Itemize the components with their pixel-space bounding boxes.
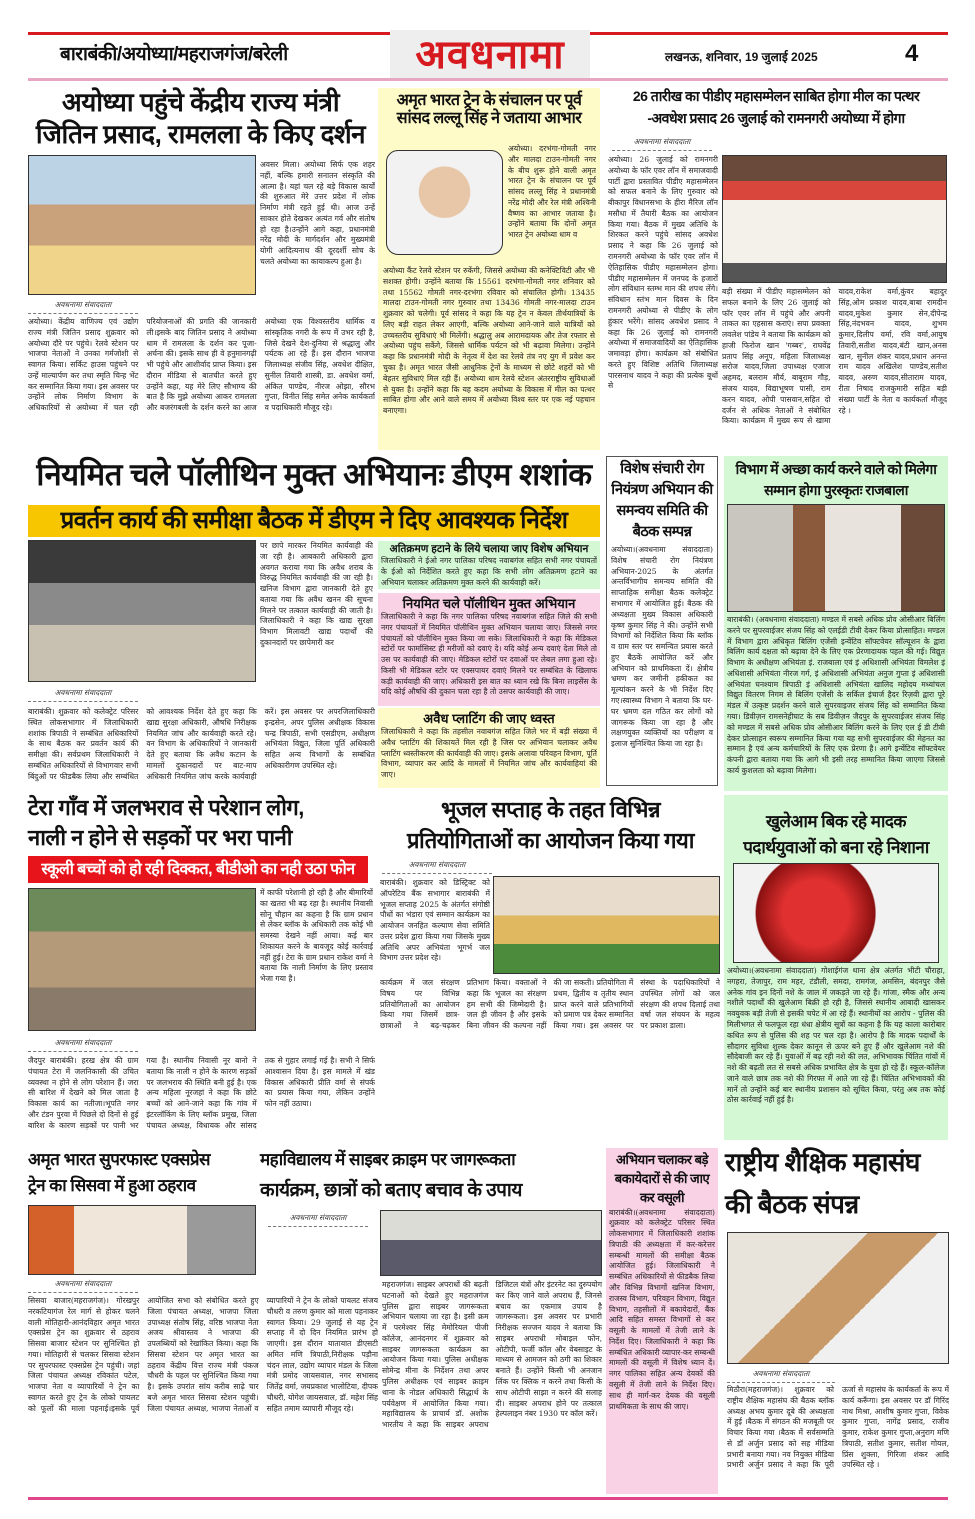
a3-headline-2: -अवधेश प्रसाद 26 जुलाई को रामनगरी अयोध्या में होगा bbox=[647, 110, 905, 126]
a2-body: अयोध्या कैंट रेलवे स्टेशन पर रुकेंगी, जिससे अयोध्या की कनेक्टिविटी और भी सशक्त होगी। उन्होंने बताया कि 15561 दरभंगा-गोमती नगर शनिवार को तथा 15562 गोमती नगर-दरभंगा रविवार को संचालित होगी। 13435 मालदा टाउन-गोमती नगर गुरुवार तथा 13436 गोमती नगर-मालदा टाउन शुक्रवार को चलेगी। पूर्व सांसद ने कहा कि यह ट्रेन न केवल तीर्थयात्रियों के लिए बड़ी राहत लेकर आएगी, बल्कि अयोध्या आने-जाने वाले यात्रियों को उच्चस्तरीय सुविधाएं भी मिलेंगी। श्रद्धालु अब आरामदायक और तेज रफ्तार से अयोध्या पहुंच सकेंगे, जिससे धार्मिक पर्यटन को भी बढ़ावा मिलेगा। उन्होंने कहा कि प्रधानमंत्री मोदी के नेतृत्व में देश का रेलवे तंत्र नए युग में प्रवेश कर चुका है। अमृत भारत जैसी आधुनिक ट्रेनों के माध्यम से छोटे शहरों को भी बेहतर सुविधाएं मिल रही हैं। अयोध्या धाम रेलवे स्टेशन अंतरराष्ट्रीय सुविधाओं से युक्त है। उन्होंने कहा कि यह कदम अयोध्या के विकास में मील का पत्थर साबित होगा और आने वाले समय में अयोध्या विश्व स्तर पर एक नई पहचान बनाएगा। bbox=[383, 266, 595, 416]
a9-headline-2: पदार्थयुवाओं को बना रहे निशाना bbox=[743, 837, 929, 857]
section-title: बाराबंकी/अयोध्या/महराजगंज/बरेली bbox=[60, 44, 288, 65]
a11-headline-2: कार्यक्रम, छात्रों को बताए बचाव के उपाय bbox=[260, 1180, 522, 1201]
a6-body: बाराबंकी। (अवधनामा संवाददाता) मण्डल में सबसे अधिक प्रोव ओसीआर बिलिंग करने पर सुपरवाईजर संजय सिंह को एलईडी टीवी देकर किया प्रोत्साहित। मण्डल में विभाग द्वारा अधिकृत बिलिंग एजेंसी इन्वेंटिव सॉफ्टवेयर सॉल्यूशन के द्वारा बिलिंग कार्य दक्षता को बढ़ावा देने के लिए एक प्रेरणादायक पहल की गई। विद्युत विभाग के अधीक्षण अभियंता इं. राजबाला एवं इं अधिशासी अभियंता विमलेश इं अधिशासी अभियंता नीरज गर्ग, इं अधिशासी अभियंता अनुज गुप्ता इं अधिशासी अभियंता घनश्याम त्रिपाठी इं अधिशासी अभियंता खालिद महोदय मध्यांचल विद्युत वितरण निगम से बिलिंग एजेंसी के सर्किल इंचार्ज हैदर रिज़वी द्वारा पूरे मंडल में उत्कृष्ट प्रदर्शन करने वाले सुपरवाइजर संजय सिंह को सम्मानित किया गया। डिवीज़न रामसनेहीघाट के सब डिवीज़न जैदपुर के सुपरवाईजर संजय सिंह को मण्डल में सबसे अधिक प्रोव ओसीआर बिलिंग करने के लिए एल ई डी टीवी देकर प्रोत्साहन स्वरूप सम्मानित किया गया यह सभी सुपरवाईजर की मेहनत का सम्मान है एवं अन्य कर्मचारियों के लिए एक प्रेरणा है। आगे इन्वेंटिव सॉफ्टवेयर कंपनी द्वारा बताया गया कि आगे भी इसी तरह सम्मानित किया जाएगा जिससे कार्य कुशलता को बढ़ावा मिलेगा। bbox=[727, 615, 945, 775]
a6-photo bbox=[727, 504, 945, 612]
a7-headline-2: नाली न होने से सड़कों पर भरा पानी bbox=[28, 825, 292, 850]
a4-box3-text: जिलाधिकारी ने कहा कि तहसील नवाबगंज सहित जिले भर में बड़ी संख्या में अवैध प्लाटिंग की शिकायतें मिल रही है जिस पर अभियान चलाकर अवैध प्लाटिंग ध्वस्तीकरण की कार्यवाही की जाए। इसके अलावा परिवहन विभाग, पूर्ति विभाग, व्यापार कर आदि के मामलों में नियमित जांच और कार्यवाहियां की जाए। bbox=[381, 727, 597, 780]
a2-headline: अमृत भारत ट्रेन के संचालन पर पूर्व सांसद लल्लू सिंह ने जताया आभार bbox=[396, 92, 582, 128]
dateline: लखनऊ, शनिवार, 19 जुलाई 2025 bbox=[665, 50, 818, 64]
a13-headline-1: राष्ट्रीय शैक्षिक महासंघ bbox=[725, 1147, 920, 1177]
a7-banner: स्कूली बच्चों को हो रही दिक्कत, बीडीओ का नही उठा फोन bbox=[28, 856, 368, 883]
a4-body: बाराबंकी। शुक्रवार को कलेक्ट्रेट परिसर स्थित लोकसभागार में जिलाधिकारी शशांक त्रिपाठी ने सम्बंधित अधिकारियों के साथ बैठक कर प्रवर्तन कार्य की समीक्षा की। सर्वप्रथम जिलाधिकारी ने सम्बंधित अधिकारियों से विभागवार सभी बिंदुओं पर फीडबैक लिया और सम्बंधित को आवश्यक निर्देश देते हुए कहा कि खाद्य सुरक्षा अधिकारी, औषधि निरीक्षक नियमित जांच और कार्यवाही करते रहे। वन विभाग के अधिकारियों ने जानकारी देते हुए बताया कि अवैध कटान के मामलों दुकानदारों पर बाट-माप अधिकारी नियमित जांच करके कार्यवाही करें। इस अवसर पर अपरजिलाधिकारी इन्द्रसेन, अपर पुलिस अधीक्षक विकास चन्द्र त्रिपाठी, सभी एसडीएम, अधीक्षण अभियंता विद्युत, जिला पूर्ति अधिकारी सहित अन्य विभागों के सम्बंधित अधिकारीगण उपस्थित रहे। bbox=[28, 707, 375, 781]
a9-photo bbox=[733, 863, 939, 963]
a4-box-encroachment bbox=[378, 541, 600, 589]
bottom-rule bbox=[28, 1497, 948, 1500]
a3-side-text: अयोध्या। 26 जुलाई को रामनगरी अयोध्या के फॉर एवर लॉन में समाजवादी पार्टी द्वारा प्रस्तावित पीडीए महासम्मेलन को सफल बनाने के लिए गुरुवार को बीकापुर विधानसभा के हीरा मैरिज लॉन मसौधा में तैयारी बैठक का आयोजन किया गया। बैठक में मुख्य अतिथि के शिरकत करने पहुंचे सांसद अवधेश प्रसाद ने कहा कि 26 जुलाई को रामनगरी अयोध्या के फॉर एवर लॉन में ऐतिहासिक पीडीए महासम्मेलन होगा। पीडीए महासम्मेलन में जनपद के हजारों लोग संविधान स्तम्भ मान की शपथ लेंगे। संविधान स्तंभ मान दिवस के दिन रामनगरी अयोध्या से पीडीए के लोग हुंकार भरेंगे। सांसद अवधेश प्रसाद ने कहा कि 26 जुलाई को रामनगरी अयोध्या में समाजवादियों का ऐतिहासिक जमावड़ा होगा। कार्यक्रम को संबोधित करते हुए विशिष्ट अतिथि जिलाध्यक्ष पारसनाथ यादव ने कहा की प्रत्येक बूथों से bbox=[608, 155, 718, 391]
a7-side-text: में काफी परेशानी हो रही है और बीमारियों का खतरा भी बढ़ रहा है। स्थानीय निवासी सोनू चौहान का कहना है कि ग्राम प्रधान से लेकर ब्लॉक के अधिकारी तक कोई भी समस्या देखने नहीं आया। कई बार शिकायत करने के बावजूद कोई कार्रवाई नहीं हुई। टेरा के ग्राम प्रधान राकेश वर्मा ने बताया कि नाली निर्माण के लिए प्रस्ताव भेजा गया है। bbox=[260, 888, 373, 984]
a1-body: अयोध्या। केंद्रीय वाणिज्य एवं उद्योग राज्य मंत्री जितिन प्रसाद शुक्रवार को अयोध्या दौरे पर पहुंचे। रेलवे स्टेशन पर भाजपा नेताओं ने उनका गर्मजोशी से स्वागत किया। सर्किट हाउस पहुंचने पर उन्हें माल्यार्पण कर तथा स्मृति चिन्ह भेंट कर सम्मानित किया गया। इस अवसर पर उन्होंने लोक निर्माण विभाग के अधिकारियों से अयोध्या में चल रही परियोजनाओं की प्रगति की जानकारी ली।इसके बाद जितिन प्रसाद ने अयोध्या धाम में रामलला के दर्शन कर पूजा-अर्चना की। इसके साथ ही वे हनुमानगढ़ी भी पहुंचे और आशीर्वाद प्राप्त किया। इस दौरान मीडिया से बातचीत करते हुए उन्होंने कहा, यह मेरे लिए सौभाग्य की बात है कि मुझे अयोध्या आकर रामलला और बजरंगबली के दर्शन करने का आज अयोध्या एक विश्वस्तरीय धार्मिक व सांस्कृतिक नगरी के रूप में उभर रही है, जिसे देखने देश-दुनिया से श्रद्धालु और पर्यटक आ रहे हैं। इस दौरान भाजपा जिलाध्यक्ष संजीव सिंह, अवधेश दीक्षित, सुनील तिवारी शास्त्री, डा. अवधेश वर्मा, अंकित पाण्डेय, नीरज ओझा, सौरभ गुप्ता, विनीत सिंह समेत अनेक कार्यकर्ता व पदाधिकारी मौजूद रहे। bbox=[28, 317, 375, 413]
a1-side-text: अवसर मिला। अयोध्या सिर्फ एक शहर नहीं, बल्कि हमारी सनातन संस्कृति की आत्मा है। यहां चल रहे बड़े विकास कार्यों की शुरुआत मेरे उत्तर प्रदेश में लोक निर्माण मंत्री रहते हुई थी। आज उन्हें साकार होते देखकर अत्यंत गर्व और संतोष हो रहा है।उन्होंने आगे कहा, प्रधानमंत्री नरेंद्र मोदी के मार्गदर्शन और मुख्यमंत्री योगी आदित्यनाथ की दूरदर्शी सोच के चलते अयोध्या का कायाकल्प हुआ है। bbox=[260, 160, 375, 267]
a9-box bbox=[724, 795, 948, 1140]
a1-photo bbox=[28, 155, 256, 295]
a2-side-text: अयोध्या। दरभंगा-गोमती नगर और मालदा टाउन-गोमती नगर के बीच शुरू होने वाली अमृत भारत ट्रेन के संचालन पर पूर्व सांसद लल्लू सिंह ने प्रधानमंत्री नरेंद्र मोदी और रेल मंत्री अश्विनी वैष्णव का आभार जताया है। उन्होंने बताया कि दोनों अमृत भारत ट्रेन अयोध्या धाम व bbox=[508, 144, 596, 240]
a12-body: बाराबंकी।(अवधनामा संवाददाता) शुक्रवार को कलेक्ट्रेट परिसर स्थित लोकसभागार में जिलाधिकारी शशांक त्रिपाठी की अध्यक्षता में कर-करेत्तर सम्बन्धी मामलों की समीक्षा बैठक आयोजित हुई। जिलाधिकारी ने सम्बंधित अधिकारियों से फीडबैक लिया और विभिन्न विभागों खनिज विभाग, राजस्व विभाग, परिवहन विभाग, विद्युत विभाग, तहसीलों में बकायेदारों, बैंक आदि सहित समस्त विभागों से कर वसूली के मामलों में तेजी लाने के निर्देश दिए। जिलाधिकारी ने कहा कि सम्बंधित अधिकारी व्यापार-कर सम्बन्धी मामलों की वसूली में विशेष ध्यान दें। नगर पालिका सहित अन्य देयकों की वसूली में तेजी लाने के निर्देश दिए। साथ ही मार्ग-कर देयक की वसूली प्राथमिकता के साथ की जाए। bbox=[609, 1207, 715, 1411]
a4-banner: प्रवर्तन कार्य की समीक्षा बैठक में डीएम ने दिए आवश्यक निर्देश bbox=[28, 505, 600, 537]
a10-headline-1: अमृत भारत सुपरफास्ट एक्सप्रेस bbox=[28, 1150, 211, 1169]
a9-body: अयोध्या।(अवधनामा संवाददाता) गोशाईगंज थाना क्षेत्र अंतर्गत भीटी चौराहा, नगहरा, तेजापुर, राम महर, टंडौली, समदा, रामगंज, अमसिन, बंदनपुर जैसे अनेक गांव इन दिनों नशे के जाल में जकड़ते जा रहे हैं। गांजा, स्मैक और अन्य नशीले पदार्थों की खुलेआम बिक्री हो रही है, जिससे स्थानीय आबादी खासकर नवयुवक बड़ी तेजी से इसकी चपेट में आ रहे हैं। स्थानीयों का आरोप - पुलिस की मिलीभगत से फलफूल रहा धंधा क्षेत्रीय सूत्रों का कहना है कि यह काला कारोबार कथित रूप से पुलिस की शह पर चल रहा है। आरोप है कि मादक पदार्थों के सौदागर सुविधा शुल्क देकर कानून से ऊपर बने हुए हैं और खुलेआम नशे की सौदेबाजी कर रहे हैं। युवाओं में बढ़ रही नशे की लत, अभिभावक चिंतित गांवों में नशे की बढ़ती लत से सबसे अधिक प्रभावित क्षेत्र के युवा हो रहे हैं। स्कूल-कॉलेज जाने वाले छात्र तक नशे की गिरफ्त में आते जा रहे हैं। चिंतित अभिभावकों की मानें तो उन्होंने कई बार स्थानीय प्रशासन को सूचित किया, परंतु अब तक कोई ठोस कार्रवाई नहीं हुई है। bbox=[727, 966, 945, 1105]
a8-body: कार्यक्रम में जल संरक्षण विषय पर विभिन्न प्रतियोगिताओं का आयोजन किया गया जिसमें छात्र-छात्राओं ने बढ़-चढ़कर प्रतिभाग किया। वक्ताओं ने कहा कि भूजल का संरक्षण हम सभी की जिम्मेदारी है। जल ही जीवन है और इसके बिना जीवन की कल्पना नहीं की जा सकती। प्रतियोगिता में प्रथम, द्वितीय व तृतीय स्थान प्राप्त करने वाले प्रतिभागियों को प्रमाण पत्र देकर सम्मानित किया गया। इस अवसर पर संस्था के पदाधिकारियों ने उपस्थित लोगों को जल संरक्षण की शपथ दिलाई तथा वर्षा जल संचयन के महत्व पर प्रकाश डाला। bbox=[380, 978, 720, 1031]
a4-box2-text: जिलाधिकारी ने कहा कि नगर पालिका परिषद नवाबगंज सहित जिले की सभी नगर पंचायतों में नियमित पॉलीथिन मुक्त अभियान चलाया जाए। जिससे नगर पंचायतों को पॉलीथिन मुक्त किया जा सके। जिलाधिकारी ने कहा कि मेडिकल स्टोरों पर फार्मासिस्ट ही मरीजों को दवाएं दे। यदि कोई अन्य दवाएं देता मिले तो उस पर कार्यवाही की जाए। मेडिकल स्टोरों पर दवाओं पर लेबल लगा हुआ रहे। किसी भी मेडिकल स्टोर पर एक्सपायर दवाएं मिलने पर सम्बंधित के खिलाफ कड़ी कार्यवाही की जाए। अधिकारी इस बात का ध्यान रखे कि बिना लाइसेंस के यदि कोई औषधि की दुकान चला रहा है तो उसपर कार्यवाही की जाए। bbox=[381, 612, 597, 697]
a3-body: बड़ी संख्या में पीडीए महासम्मेलन को सफल बनाने के लिए 26 जुलाई को फॉर एवर लॉन में पहुंचे और अपनी ताकत का एहसास कराएं। सपा प्रवक्ता लवलेश पांडेय ने बताया कि कार्यक्रम को हाजी फिरोज खान 'गब्बर', राघवेंद्र प्रताप सिंह अनूप, महिला जिलाध्यक्ष सरोज यादव,जिला उपाध्यक्ष एजाज अहमद, बलराम मौर्य, बाबूराम गौड़, संजय यादव, विद्याभूषण पासी, राम करन यादव, ओपी पासवान,सहित दो दर्जन से अधिक नेताओं ने संबोधित किया। कार्यक्रम में मुख्य रूप से खामा यादव,राकेश वर्मा,कुंवर बहादुर सिंह,ओम प्रकाश यादव,बाबा रामदीन यादव,मुकेश कुमार सेन,दीपेन्द्र सिंह,नंदभवन यादव, शुभम कुमार,दिलीप वर्मा, रवि वर्मा,आयुष तिवारी,सतीश यादव,बंटी खान,अनस खान, सुनील शंकर यादव,प्रधान अनन्त राम यादव अखिलेश पाण्डेय,सतीश यादव, अरुण यादव,सीताराम यादव, रीता निषाद राजकुमारी सहित बड़ी संख्या पार्टी के नेता व कार्यकर्ता मौजूद रहे । bbox=[722, 287, 947, 426]
a3-photo bbox=[722, 155, 947, 283]
a4-photo bbox=[28, 540, 256, 682]
a10-headline-2: ट्रेन का सिसवा में हुआ ठहराव bbox=[28, 1176, 196, 1195]
a1-headline-2: जितिन प्रसाद, रामलला के किए दर्शन bbox=[35, 119, 366, 149]
a9-headline-1: खुलेआम बिक रहे मादक bbox=[766, 812, 906, 831]
a4-side-text: पर छापे मारकर नियमित कार्यवाही की जा रही है। आबकारी अधिकारी द्वारा अवगत कराया गया कि अवैध शराब के विरुद्ध नियमित कार्यवाही की जा रही है। खनिज विभाग द्वारा जानकारी देते हुए बताया गया कि अवैध खनन की सूचना मिलने पर तत्काल कार्यवाही की जाती है। जिलाधिकारी ने कहा कि खाद्य सुरक्षा विभाग मिलावटी खाद्य पदार्थों की दुकानदारों पर छापेमारी कर bbox=[260, 541, 373, 648]
a2-photo bbox=[386, 150, 503, 255]
a8-headline-2: प्रतियोगिताओं का आयोजन किया गया bbox=[407, 828, 694, 853]
a4-box-polythene bbox=[378, 593, 600, 706]
a13-byline: अवधनामा संवाददाता bbox=[727, 1369, 835, 1383]
a2-box bbox=[378, 88, 600, 450]
a6-box bbox=[724, 456, 948, 791]
a11-headline-1: महाविद्यालय में साइबर क्राइम पर जागरूकता bbox=[260, 1150, 516, 1169]
a4-box3-title: अवैध प्लाटिंग की जाए ध्वस्त bbox=[423, 711, 555, 726]
a3-byline: अवधनामा संवाददाता bbox=[612, 137, 712, 151]
header-rule bbox=[28, 78, 948, 81]
a10-photo bbox=[28, 1205, 256, 1275]
a5-box bbox=[606, 456, 718, 786]
a8-byline: अवधनामा संवाददाता bbox=[382, 860, 492, 874]
a5-headline: विशेष संचारी रोग नियंत्रण अभियान की समन्वय समिति की बैठक सम्पन्न bbox=[611, 461, 713, 541]
a4-box1-title: अतिक्रमण हटाने के लिये चलाया जाए विशेष अभियान bbox=[389, 543, 589, 555]
a11-byline: अवधनामा संवाददाता bbox=[268, 1213, 368, 1227]
a12-headline: अभियान चलाकर बड़े बकायेदारों से की जाए कर वसूली bbox=[614, 1152, 710, 1205]
a7-photo bbox=[28, 888, 256, 1031]
a13-body: मिठौरा(महराजगंज)। शुक्रवार को राष्ट्रीय शैक्षिक महासंघ की बैठक ब्लॉक अध्यक्ष अभय कुमार दूबे की अध्यक्षता में हुई ।बैठक में संगठन की मजबूती पर विचार किया गया ।बैठक में सर्वसम्मति से डॉ अर्जुन प्रसाद को सह मीडिया प्रभारी बनाया गया। नव नियुक्त मीडिया प्रभारी अर्जुन प्रसाद ने कहा कि पूरी ऊर्जा से महासंघ के कार्यकर्ता के रूप में कार्य करूँगा। इस अवसर पर डॉ गिरिंद नाथ मिश्रा, आशीष कुमार गुप्ता, विवेक कुमार गुप्ता, नागेंद्र प्रसाद, राजीव कुमार, राकेश कुमार गुप्ता,अनुराग मणि त्रिपाठी, सतीश कुमार, सतीश गोयल, प्रिंस शुक्ला, गिरिजा शंकर आदि उपस्थित रहे । bbox=[727, 1385, 949, 1470]
a10-body: सिसवा बाजार(महराजगंज)। गोरखपुर नरकटियागंज रेल मार्ग से होकर चलने वाली मोतिहारी-आनंदविहार अमृत भारत एक्सप्रेस ट्रेन का शुक्रवार से ठहराव सिसवा बाजार स्टेशन पर सुनिश्चित हो गया। मोतिहारी से चलकर सिसवा स्टेशन पर सुपरफास्ट एक्सप्रेस ट्रेन पहुंची। जहां जिला पंचायत अध्यक्ष रविकांत पटेल, भाजपा नेता व व्यापारियों ने ट्रेन का स्वागत करते हुए ट्रेन के लोको पायलट को फूलों की माला पहनाई।इसके पूर्व आयोजित सभा को संबोधित करते हुए जिला पंचायत अध्यक्ष, भाजपा जिला उपाध्यक्ष संतोष सिंह, वरिष्ठ भाजपा नेता अजय श्रीवास्तव ने भाजपा की उपलब्धियों को रेखांकित किया। कहा कि सिसवा स्टेशन पर अमृत भारत का ठहराव केंद्रीय वित्त राज्य मंत्री पंकज चौधरी के पहल पर सुनिश्चित किया गया है। इसके उपरांत सांय करीब साढ़े चार बजे अमृत भारत सिसवा स्टेशन पहुंची। जिला पंचायत अध्यक्ष, भाजपा नेताओं व व्यापारियों ने ट्रेन के लोको पायलट संजय चौधरी व तरुण कुमार को माला पहनाकर स्वागत किया। 29 जुलाई से यह ट्रेन सप्ताह में दो दिन नियमित प्रारंभ हो जाएगी। इस दौरान यातायात डीएसटी अमित मणि त्रिपाठी,निरीक्षक पड़ौना चंदन लाल, उद्योग व्यापार मंडल के जिला मंत्री प्रमोद जायसवाल, नगर सभासद जितेंद्र वर्मा, जयप्रकाश भालोटिया, दीपक चौधरी, योगेश जायसवाल, डॉ. महेश सिंह सहित तमाम व्यापारी मौजूद रहे। bbox=[28, 1296, 378, 1413]
a1-byline: अवधनामा संवाददाता bbox=[28, 300, 138, 314]
a4-box1-text: जिलाधिकारी ने ईओ नगर पालिका परिषद नवाबगंज सहित सभी नगर पंचायतों के ईओ को निर्देशित करते हुए कहा कि सभी लोग अतिक्रमण हटाने का अभियान चलाकर अतिक्रमण मुक्त करने की कार्यवाही करें। bbox=[381, 556, 597, 587]
a11-photo bbox=[380, 1210, 602, 1276]
masthead-logo bbox=[390, 30, 590, 80]
a6-headline: विभाग में अच्छा कार्य करने वाले को मिलेगा सम्मान होगा पुरस्कृतः राजबाला bbox=[735, 461, 937, 498]
a5-body: अयोध्या।(अवधनामा संवाददाता) विशेष संचारी रोग नियंत्रण अभियान-2025 के अंतर्गत अन्तर्विभागीय समन्वय समिति की साप्ताहिक समीक्षा बैठक कलेक्ट्रेट सभागार में आयोजित हुई। बैठक की अध्यक्षता मुख्य विकास अधिकारी कृष्ण कुमार सिंह ने की। उन्होंने सभी विभागों को निर्देशित किया कि ब्लॉक व ग्राम स्तर पर समन्वित प्रयास करते हुए बैठकें आयोजित करें और अभियान को प्राथमिकता दें। क्षेत्रीय भ्रमण कर जमीनी हकीकत का मूल्यांकन करने के भी निर्देश दिए गए।स्वास्थ्य विभाग ने बताया कि घर-घर भ्रमण दल गठित कर लोगों को जागरूक किया जा रहा है और लक्षणयुक्त व्यक्तियों का परीक्षण व इलाज सुनिश्चित किया जा रहा है। bbox=[611, 545, 713, 749]
page-number: 4 bbox=[905, 40, 918, 67]
a4-box-plotting bbox=[378, 708, 600, 788]
a3-headline-1: 26 तारीख का पीडीए महासम्मेलन साबित होगा मील का पत्थर bbox=[632, 88, 920, 104]
a7-headline-1: टेरा गाँव में जलभराव से परेशान लोग, bbox=[28, 795, 304, 820]
a1-headline-1: अयोध्या पहुंचे केंद्रीय राज्य मंत्री bbox=[61, 87, 340, 117]
logo-text: अवधनामा bbox=[415, 33, 565, 77]
a13-photo bbox=[727, 1232, 949, 1364]
a7-body: जैदपुर बाराबंकी। हरख क्षेत्र की ग्राम पंचायत टेरा में जलनिकासी की उचित व्यवस्था न होने से लोग परेशान हैं। जरा सी बारिश में देखने को मिल जाता है विकास कार्य का नतीजा।भूपति नगर और टंडन पुरवा में पिछले दो दिनों से हुई बारिश के कारण सड़कों पर पानी भर गया है। स्थानीय निवासी नूर बानो ने बताया कि नाली न होने के कारण सड़कों पर जलभराव की स्थिति बनी हुई है। एक अन्य महिला नूरजहां ने कहा कि छोटे बच्चों को आने-जाने कहा कि गांव में इंटरलॉकिंग के लिए ब्लॉक प्रमुख, जिला पंचायत अध्यक्ष, विधायक और सांसद तक से गुहार लगाई गई है। सभी ने सिर्फ आश्वासन दिया है। इस मामले में खंड विकास अधिकारी प्रीति वर्मा से संपर्क का प्रयास किया गया, लेकिन उन्होंने फोन नहीं उठाया। bbox=[28, 1056, 375, 1130]
a4-byline: अवधनामा संवाददाता bbox=[28, 688, 138, 702]
a4-headline: नियमित चले पॉलीथिन मुक्त अभियानः डीएम शशांक bbox=[36, 457, 592, 492]
a10-byline: अवधनामा संवाददाता bbox=[28, 1279, 138, 1293]
a8-headline-1: भूजल सप्ताह के तहत विभिन्न bbox=[440, 797, 661, 822]
a8-side-text: बाराबंकी। शुक्रवार को डिस्ट्रिक्ट को ऑपरेटिव बैंक सभागार बाराबंकी में भूजल सप्ताह 2025 के अंतर्गत संगोष्ठी पौधों का भंडारा एवं सम्मान कार्यक्रम का आयोजन जनहित कल्याण सेवा समिति उत्तर प्रदेश द्वारा किया गया जिसके मुख्य अतिथि अपर अभियंता भूगर्भ जल विभाग उत्तर प्रदेश रहे। bbox=[380, 878, 490, 963]
a7-byline: अवधनामा संवाददाता bbox=[28, 1038, 138, 1052]
a4-box2-title: नियमित चले पॉलीथिन मुक्त अभियान bbox=[402, 596, 576, 611]
a8-photo bbox=[493, 876, 720, 974]
a11-body: महराजगंज। साइबर अपराधों की बढ़ती घटनाओं को देखते हुए महराजगंज पुलिस द्वारा साइबर जागरूकता अभियान चलाया जा रहा है। इसी क्रम में परमेश्वर सिंह मेमोरियल पीजी कॉलेज, आनंदनगर में शुक्रवार को साइबर जागरूकता कार्यक्रम का आयोजन किया गया। पुलिस अधीक्षक सोमेन्द्र मीना के निर्देशन तथा अपर पुलिस अधीक्षक एवं साइबर क्राइम थाना के नोडल अधिकारी सिद्धार्थ के पर्यवेक्षण में आयोजित किया गया। महाविद्यालय के प्राचार्य डॉ. अशोक भारतीय ने कहा कि साइबर अपराध डिजिटल यंत्रों और इंटरनेट का दुरुपयोग कर किए जाने वाले अपराध हैं, जिनसे बचाव का एकमात्र उपाय है जागरूकता। इस अवसर पर प्रभारी निरीक्षक सज्जन यादव ने बताया कि साइबर अपराधी मोबाइल फोन, ओटीपी, फर्जी कॉल और वेबसाइट के माध्यम से आमजन को ठगी का शिकार बनाते हैं। उन्होंने किसी भी अनजान लिंक पर क्लिक न करने तथा किसी के साथ ओटीपी साझा न करने की सलाह दी। साइबर अपराध होने पर तत्काल हेल्पलाइन नंबर 1930 पर कॉल करें। bbox=[382, 1280, 602, 1430]
a12-box bbox=[606, 1148, 718, 1494]
a13-headline-2: की बैठक संपन्न bbox=[725, 1189, 859, 1219]
